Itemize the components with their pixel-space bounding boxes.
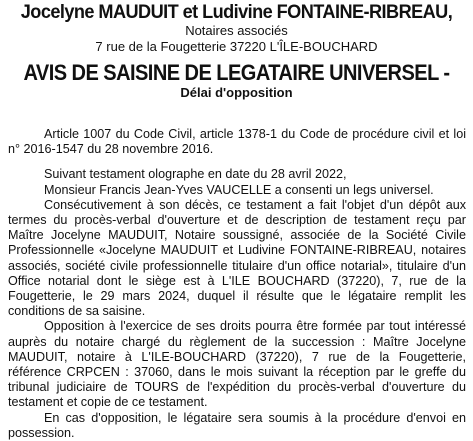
legacy-statement: Monsieur Francis Jean-Yves VAUCELLE a consenti un legs universel. [44, 182, 434, 197]
legal-reference: Article 1007 du Code Civil, article 1378-1 du Code de procédure civil et loi n° 2016-1547 du 28 novembre 2016. [8, 127, 466, 157]
notice-body [8, 127, 466, 441]
possession-paragraph: En cas d'opposition, le légataire sera soumis à la procédure d'envoi en possession. [8, 410, 466, 440]
deposit-paragraph: Consécutivement à son décès, ce testament a fait l'objet d'un dépôt aux termes du procès-verbal d'ouverture et de description de testament reçu par Maître Jocelyne MAUDUIT, Notaire soussigné, associée de la Société Civile Professionnelle «Jocelyne MAUDUIT et Ludivine FONTAINE-RIBREAU, notaires associés, société civile professionnelle titulaire d'un office notarial», titulaire d'un Office notarial dont le siège est à L'ILE BOUCHARD (37220), 7, rue de la Fougetterie, le 29 mars 2024, duquel il résulte que le légataire remplit les conditions de sa saisine. [8, 197, 466, 319]
notary-address: 7 rue de la Fougetterie 37220 L'ÎLE-BOUCHARD [95, 39, 378, 54]
notary-role: Notaires associés [185, 23, 288, 38]
notice-subtitle: Délai d'opposition [180, 85, 293, 100]
opposition-paragraph: Opposition à l'exercice de ses droits pourra être formée par tout intéressé auprès du notaire chargé du règlement de la succession : Maître Jocelyne MAUDUIT, notaire à L'ILE-BOUCHARD (37220), 7 rue de la Fougetterie, référence CRPCEN : 37060, dans le mois suivant la réception par le greffe du tribunal judiciaire de TOURS de l'expédition du procès-verbal d'ouverture du testament et copie de ce testament. [8, 319, 466, 410]
testament-date: Suivant testament olographe en date du 28 avril 2022, [44, 167, 347, 182]
notice-title: AVIS DE SAISINE DE LEGATAIRE UNIVERSEL - [23, 60, 450, 85]
notary-names: Jocelyne MAUDUIT et Ludivine FONTAINE-RIBREAU, [20, 1, 453, 23]
